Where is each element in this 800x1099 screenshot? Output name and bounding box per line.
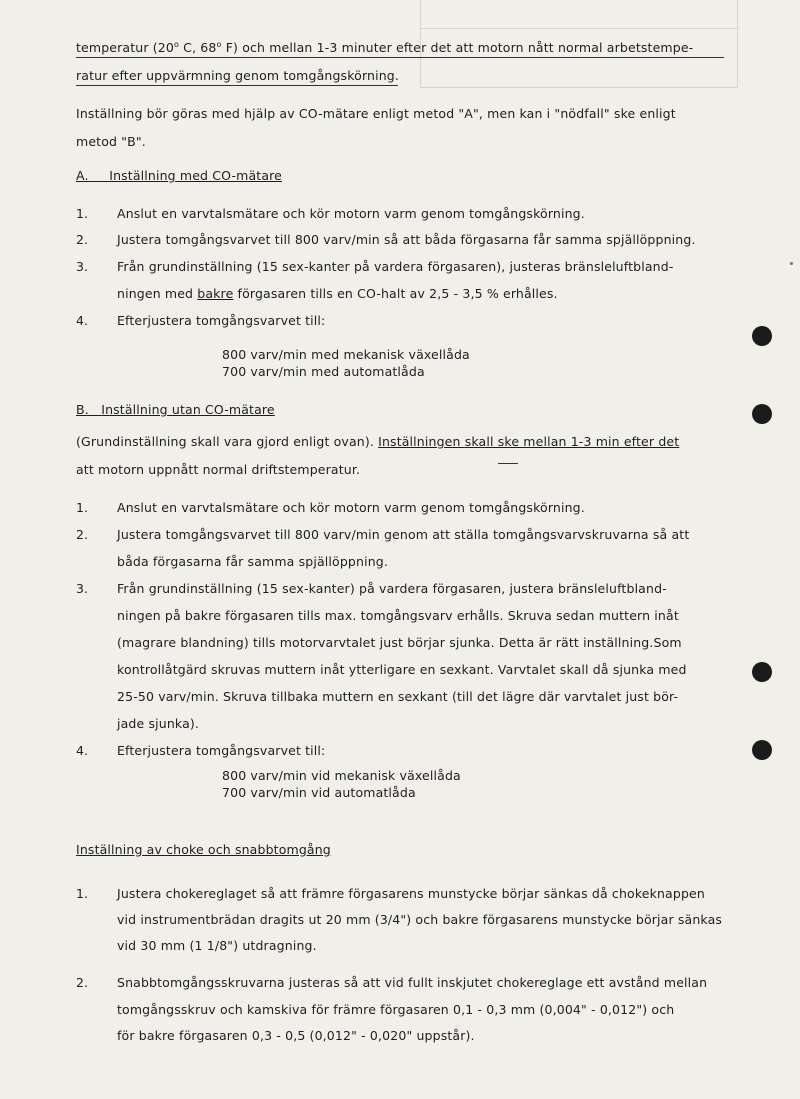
a-item-3-text: Från grundinställning (15 sex-kanter på vardera förgasaren), justeras bränsleluftbland-	[117, 259, 674, 274]
punch-hole	[752, 326, 772, 346]
a-item-4-sub-1: 800 varv/min med mekanisk växellåda	[222, 347, 470, 362]
b-item-3-text-line-3: (magrare blandning) tills motorvarvtalet just börjar sjunka. Detta är rätt inställning.Som	[117, 635, 682, 650]
intro-underline	[76, 57, 724, 58]
intro-underline	[76, 85, 398, 86]
punch-hole	[752, 404, 772, 424]
section-a-heading: A. Inställning med CO-mätare	[76, 168, 282, 183]
c-item-1-text-line-2: vid instrumentbrädan dragits ut 20 mm (3/4") och bakre förgasarens munstycke börjar sänkas	[117, 912, 723, 927]
item-number: 3.	[76, 259, 88, 274]
punch-hole	[752, 740, 772, 760]
item-number: 1.	[76, 886, 88, 901]
b-item-3-text-line-6: jade sjunka).	[117, 716, 200, 731]
a-item-3-text-line-2: ningen med bakre förgasaren tills en CO-halt av 2,5 - 3,5 % erhålles.	[117, 286, 558, 301]
para1-line-2: metod "B".	[76, 134, 146, 149]
c-item-1-text: Justera chokereglaget så att främre förgasarens munstycke börjar sänkas då chokeknappen	[117, 886, 705, 901]
bleed-through-line	[421, 28, 739, 29]
a-item-1-text: Anslut en varvtalsmätare och kör motorn varm genom tomgångskörning.	[117, 206, 585, 221]
emphasis-underline	[498, 463, 518, 464]
item-number: 4.	[76, 313, 88, 328]
section-b-intro-line-2: att motorn uppnått normal driftstemperatur.	[76, 462, 361, 477]
b-item-3-text: Från grundinställning (15 sex-kanter) på vardera förgasaren, justera bränsleluftbland-	[117, 581, 667, 596]
section-b-heading: B. Inställning utan CO-mätare	[76, 402, 275, 417]
item-number: 1.	[76, 206, 88, 221]
b-item-3-text-line-5: 25-50 varv/min. Skruva tillbaka muttern en sexkant (till det lägre där varvtalet just bör-	[117, 689, 679, 704]
a-item-4-text: Efterjustera tomgångsvarvet till:	[117, 313, 326, 328]
a-item-4-sub-2: 700 varv/min med automatlåda	[222, 364, 425, 379]
c-item-1-text-line-3: vid 30 mm (1 1/8") utdragning.	[117, 938, 317, 953]
paper-speck	[790, 262, 793, 265]
item-number: 3.	[76, 581, 88, 596]
b-item-2-text: Justera tomgångsvarvet till 800 varv/min genom att ställa tomgångsvarvskruvarna så att	[117, 527, 690, 542]
para1-line-1: Inställning bör göras med hjälp av CO-mätare enligt metod "A", men kan i "nödfall" ske enligt	[76, 106, 676, 121]
b-item-3-text-line-4: kontrollåtgärd skruvas muttern inåt ytterligare en sexkant. Varvtalet skall då sjunka med	[117, 662, 687, 677]
b-item-1-text: Anslut en varvtalsmätare och kör motorn varm genom tomgångskörning.	[117, 500, 585, 515]
b-item-4-text: Efterjustera tomgångsvarvet till:	[117, 743, 326, 758]
b-item-4-sub-1: 800 varv/min vid mekanisk växellåda	[222, 768, 461, 783]
item-number: 2.	[76, 527, 88, 542]
c-item-2-text-line-3: för bakre förgasaren 0,3 - 0,5 (0,012" - 0,020" uppstår).	[117, 1028, 475, 1043]
b-item-4-sub-2: 700 varv/min vid automatlåda	[222, 785, 416, 800]
item-number: 4.	[76, 743, 88, 758]
intro-line-2: ratur efter uppvärmning genom tomgångskörning.	[76, 68, 400, 83]
punch-hole	[752, 662, 772, 682]
section-c-heading: Inställning av choke och snabbtomgång	[76, 842, 331, 857]
section-b-intro: (Grundinställning skall vara gjord enligt ovan). Inställningen skall ske mellan 1-3 min efter det	[76, 434, 680, 449]
a-item-2-text: Justera tomgångsvarvet till 800 varv/min så att båda förgasarna får samma spjällöppning.	[117, 232, 696, 247]
intro-line-1: temperatur (20$^o$ C, 68$^o$ F) och mellan 1-3 minuter efter det att motorn nått normal arbetstempe-	[76, 39, 694, 55]
item-number: 2.	[76, 232, 88, 247]
c-item-2-text-line-2: tomgångsskruv och kamskiva för främre förgasaren 0,1 - 0,3 mm (0,004" - 0,012") och	[117, 1002, 675, 1017]
b-item-3-text-line-2: ningen på bakre förgasaren tills max. tomgångsvarv erhålls. Skruva sedan muttern inåt	[117, 608, 679, 623]
item-number: 2.	[76, 975, 88, 990]
c-item-2-text: Snabbtomgångsskruvarna justeras så att vid fullt inskjutet chokereglage ett avstånd mellan	[117, 975, 708, 990]
b-item-2-text-line-2: båda förgasarna får samma spjällöppning.	[117, 554, 388, 569]
item-number: 1.	[76, 500, 88, 515]
